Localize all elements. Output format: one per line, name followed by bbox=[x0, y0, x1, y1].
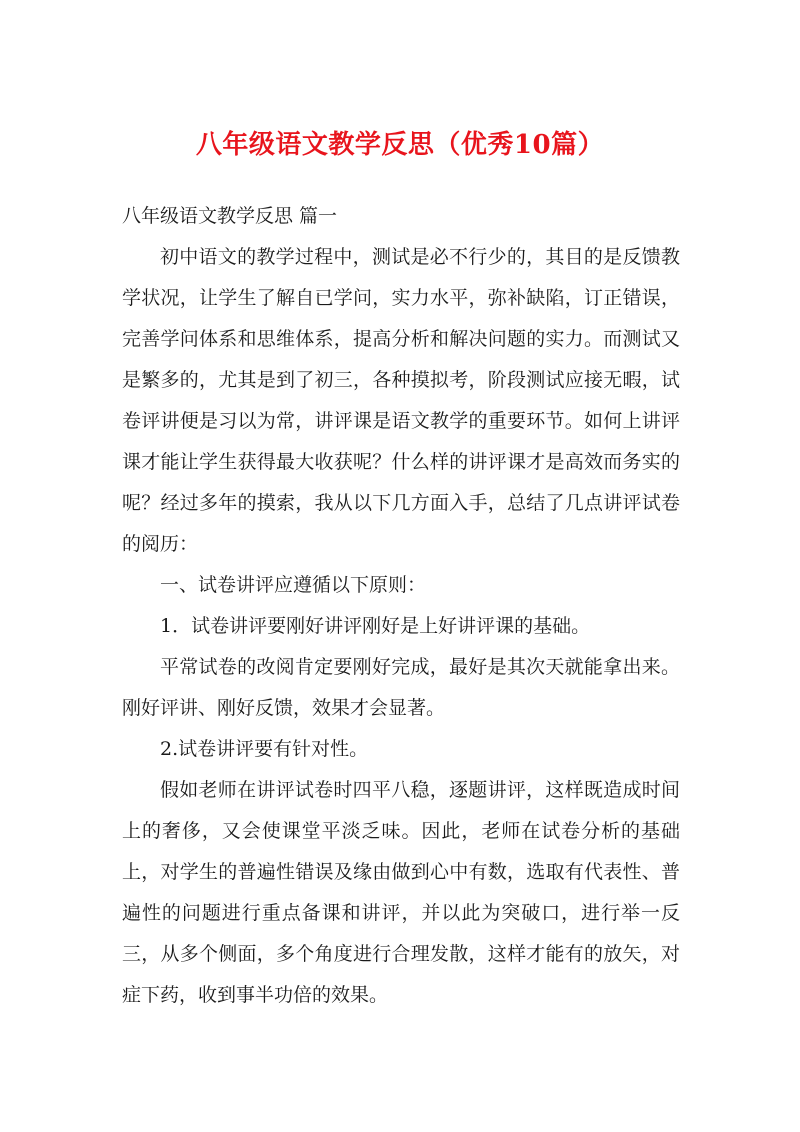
paragraph-point-1-detail: 平常试卷的改阅肯定要刚好完成，最好是其次天就能拿出来。刚好评讲、刚好反馈，效果才会显著。 bbox=[122, 656, 680, 719]
paragraph-principles-heading: 一、试卷讲评应遵循以下原则： bbox=[160, 574, 427, 596]
document-title: 八年级语文教学反思（优秀10篇） bbox=[195, 130, 605, 160]
paragraph-point-2: 2.试卷讲评要有针对性。 bbox=[160, 738, 369, 760]
paragraph-point-1: 1．试卷讲评要刚好讲评刚好是上好讲评课的基础。 bbox=[160, 615, 591, 637]
section-heading: 八年级语文教学反思 篇一 bbox=[122, 205, 338, 227]
paragraph-point-2-detail: 假如老师在讲评试卷时四平八稳，逐题讲评，这样既造成时间上的奢侈，又会使课堂平淡乏味。因此，老师在试卷分析的基础上，对学生的普遍性错误及缘由做到心中有数，选取有代表性、普遍性的问题进行重点备课和讲评，并以此为突破口，进行举一反三，从多个侧面，多个角度进行合理发散，这样才能有的放矢，对症下药，收到事半功倍的效果。 bbox=[122, 779, 680, 1006]
document-body bbox=[122, 196, 680, 1016]
paragraph-intro: 初中语文的教学过程中，测试是必不行少的，其目的是反馈教学状况，让学生了解自已学问，实力水平，弥补缺陷，订正错误，完善学问体系和思维体系，提高分析和解决问题的实力。而测试又是繁多的，尤其是到了初三，各种摸拟考，阶段测试应接无暇，试卷评讲便是习以为常，讲评课是语文教学的重要环节。如何上讲评课才能让学生获得最大收获呢？什么样的讲评课才是高效而务实的呢？经过多年的摸索，我从以下几方面入手，总结了几点讲评试卷的阅历： bbox=[122, 246, 680, 555]
